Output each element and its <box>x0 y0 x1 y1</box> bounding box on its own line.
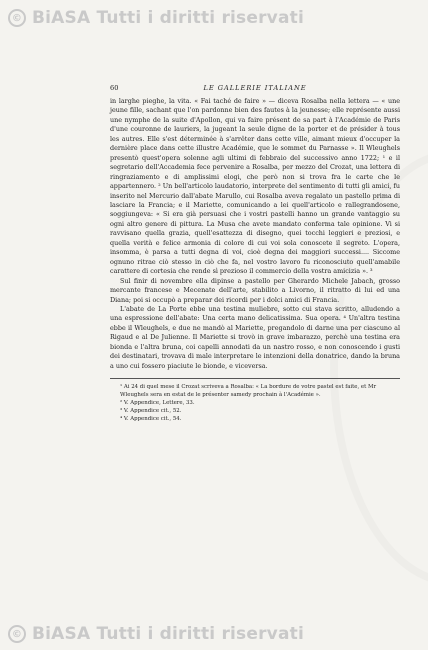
body-text <box>110 97 400 371</box>
footnote: ³ V. Appendice cit., 52. <box>120 408 182 415</box>
footnote: ⁴ V. Appendice cit., 54. <box>120 416 182 423</box>
paragraph: L'abate de La Porte ebbe una testina muliebre, sotto cui stava scritto, alludendo a una espressione dell'abate: Una certa mano delicatissima. Sua opera. ⁴ Un'altra testina ebbe il Wleughels, e due ne mandò al Mariette, pregandolo di darne una per ciascuno al Rigaud e al De Julienne. Il Mariette si trovò in grave imbarazzo, perchè una testina era bionda e l'altra bruna, coi capelli annodati da un nastro rosso, e non conoscendo i gusti dei destinatari, trovava di male interpretare le intenzioni della donatrice, dando la bruna a uno cui fossero piaciute le bionde, e viceversa. <box>110 304 400 370</box>
running-title: LE GALLERIE ITALIANE <box>203 84 307 92</box>
footnotes <box>110 383 400 423</box>
top-watermark <box>0 4 428 32</box>
page-header <box>110 84 400 94</box>
bottom-watermark <box>0 620 428 648</box>
footnote-divider <box>110 378 400 379</box>
book-page <box>110 84 400 564</box>
watermark-text: BiASA Tutti i diritti riservati <box>32 8 304 28</box>
footnote: ¹ Ai 24 di quel mese il Crozat scriveva a Rosalba: « La bordure de votre pastel est faite, et Mr Wleughels sera en estat de le présenter samedy prochain à l'Académie ». <box>120 384 377 399</box>
page-number: 60 <box>110 84 119 92</box>
paragraph: Sul finir di novembre ella dipinse a pastello per Gherardo Michele Jabach, grosso mercante francese e Mecenate dell'arte, stabilito a Livorno, il ritratto di lui ed una Diana; poi si occupò a preparar dei ricordi per i dolci amici di Francia. <box>110 276 400 304</box>
copyright-icon: © <box>8 9 26 27</box>
copyright-icon: © <box>8 625 26 643</box>
footnote: ² V. Appendice, Lettere, 33. <box>120 400 195 407</box>
watermark-text: BiASA Tutti i diritti riservati <box>32 624 304 644</box>
paragraph: in larghe pieghe, la vita. « Fai taché de faire » — diceva Rosalba nella lettera — « une jeune fille, sachant que l'on pardonne bien des fautes à la jeunesse; elle représente aussi une nymphe de la suite d'Apollon, qui va faire présent de sa part à l'Académie de Paris d'une couronne de lauriers, la jugeant la seule digne de la porter et de présider à tous les autres. Elle s'est déterminée à s'arrêter dans cette ville, aimant mieux d'occuper la dernière place dans cette illustre Académie, que le sommet du Parnasse ». Il Wleughels presentò quest'opera solenne agli ultimi di febbraio del successivo anno 1722; ¹ e il segretario dell'Accademia fece pervenire a Rosalba, per mezzo del Crozat, una lettera di ringraziamento e di amplissimi elogi, che però non si trova fra le carte che le appartennero. ² Un bell'articolo laudatorio, interprete del sentimento di tutti gli amici, fu inserito nel Mercurio dall'abate Marullo, cui Rosalba aveva regalato un pastello prima di lasciare la Francia; e il Mariette, comunicando a lei quell'articolo e rallegrandosene, soggiungeva: « Si era già persuasi che i vostri pastelli hanno un grande vantaggio su ogni altro genere di pittura. La Musa che avete mandato conferma tale opinione. Vi si ravvisano quella grazia, quell'esattezza di disegno, quei tocchi leggieri e preziosi, e quella verità e felice armonia di colore di cui voi sola conoscete il segreto. L'opera, insomma, è parsa a tutti degna di voi, cioè degna dei maggiori successi.... Siccome ognuno ritrae ciò stesso in ciò che fa, nel vostro lavoro fu riconosciuto quell'amabile carattere di cortesia che rende sì prezioso il commercio della vostra amicizia ». ³ <box>110 97 400 276</box>
